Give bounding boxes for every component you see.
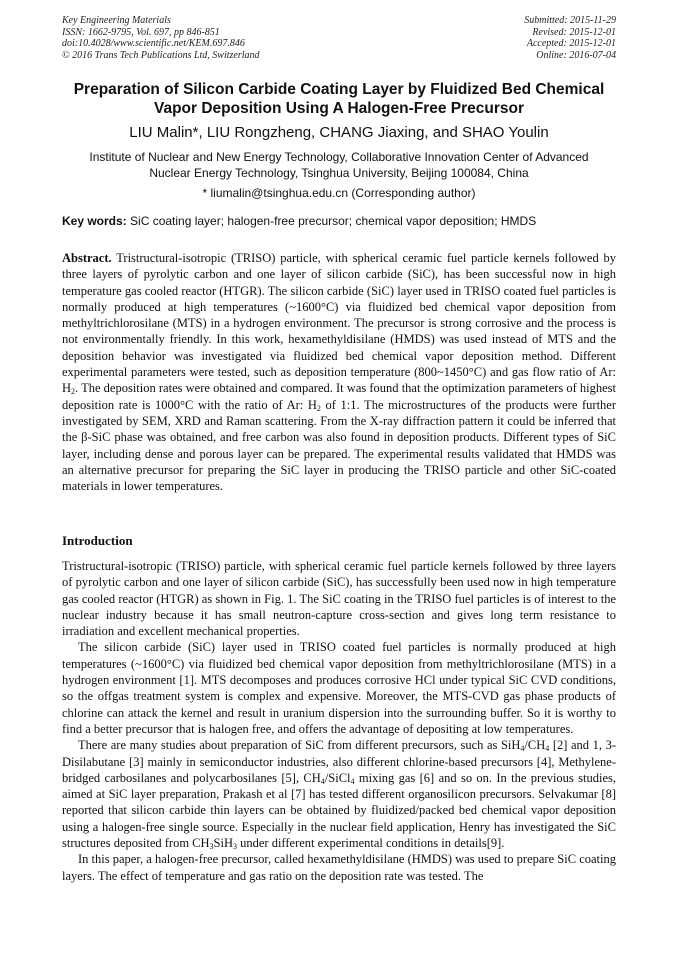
keywords-text: SiC coating layer; halogen-free precursor; chemical vapor deposition; HMDS [126,214,537,228]
abstract-text-1: Tristructural-isotropic (TRISO) particle, with spherical ceramic fuel particle kernels followed by three layers of pyrolytic carbon and one layer of silicon carbide (SiC), has been successful now in high temperature gas cooled reactor (HTGR). The silicon carbide (SiC) layer used in TRISO coated fuel particles is normally produced at high temperatures (~1600°C) via fluidized bed chemical vapor deposition from methyltrichlorosilane (MTS) in a hydrogen environment. The precursor is strong corrosive and the process is not environmentally friendly. In this work, hexamethyldisilane (HMDS) was used instead of MTS and the deposition behavior was investigated via fluidized bed chemical vapor deposition method. Different experimental parameters were tested, such as deposition temperature (800~1450°C) and gas flow ratio of Ar: H [62,251,616,396]
authors: LIU Malin*, LIU Rongzheng, CHANG Jiaxing, and SHAO Youlin [129,124,549,141]
corresponding-email: * liumalin@tsinghua.edu.cn (Corresponding author) [202,186,476,200]
title-line-1: Preparation of Silicon Carbide Coating Layer by Fluidized Bed Chemical [73,81,605,98]
intro-paragraph-2: The silicon carbide (SiC) layer used in TRISO coated fuel particles is normally produced at high temperatures (~1600°C) via fluidized bed chemical vapor deposition from methyltrichlorosilane (MTS) in a hydrogen environment [1]. MTS decomposes and produces corrosive HCl under typical SiC CVD conditions, so the offgas treatment system is complex and expensive. Moreover, the MTS-CVD gas phase products of chlorine can attack the kernel and result in uranium dispersion into the surrounding buffer. So it is worthy to find a better precursor that is halogen free, and offers the advantage of depositing at low temperatures. [62,640,616,736]
accepted-date: Accepted: 2015-12-01 [526,38,616,49]
p3-text-f: SiH [213,836,233,851]
intro-paragraph-1: Tristructural-isotropic (TRISO) particle, with spherical ceramic fuel particle kernels followed by three layers of pyrolytic carbon and one layer of silicon carbide (SiC), has successfully been used now in high temperature gas cooled reactor (HTGR) as shown in Fig. 1. The SiC coating in the TRISO fuel particles is of interest to the nuclear industry because it has small neutron-capture cross-section and gives long term resistance to irradiation and excellent mechanical properties. [62,559,616,639]
abstract-sub-1: 2 [71,387,76,397]
journal-doi: doi:10.4028/www.scientific.net/KEM.697.846 [62,38,245,49]
affiliation [50,150,628,181]
p3-sub-5: 3 [209,842,214,852]
journal-name: Key Engineering Materials [62,15,171,26]
abstract-text-2: . The deposition rates were obtained and compared. It was found that the optimization parameters of highest deposition rate is 1000°C with the ratio of Ar: H [62,381,616,412]
journal-copyright: © 2016 Trans Tech Publications Ltd, Switzerland [62,49,260,61]
p3-sub-1: 4 [520,744,525,754]
abstract [62,250,616,494]
p3-text-b: /CH [524,738,546,753]
intro-paragraph-3 [62,737,616,851]
paper-title [40,80,638,118]
p3-sub-3: 4 [320,776,325,786]
affiliation-line-1: Institute of Nuclear and New Energy Technology, Collaborative Innovation Center of Advanced [89,150,589,164]
keywords-label: Key words: [62,214,127,228]
p3-text-c: [2] and 1, 3-Disilabutane [3] mainly in semiconductor industries, also different chlorine-based precursors [4], Methylene-bridged carbosilanes and polycarbosilanes [5], CH [62,738,616,785]
introduction-heading: Introduction [62,533,133,548]
p3-sub-2: 4 [545,744,550,754]
online-date: Online: 2016-07-04 [536,49,616,61]
abstract-sub-2: 2 [316,403,321,413]
dates-header [524,15,616,61]
revised-date: Revised: 2015-12-01 [532,26,616,38]
affiliation-line-2: Nuclear Energy Technology, Tsinghua University, Beijing 100084, China [149,165,529,180]
journal-header [62,15,260,61]
abstract-label: Abstract. [62,251,112,265]
keywords [62,214,616,229]
introduction-body [62,558,616,884]
p3-text-d: /SiCl [324,770,351,785]
p3-text-e: mixing gas [6] and so on. In the previous studies, aimed at SiC layer preparation, Prakash et al [7] has tested different organosilicon precursors. Selvakumar [8] reported that silicon carbide thin layers can be obtained by fluidized/packed bed chemical vapor deposition using a halogen-free single source. Especially in the nuclear field application, Henry has investigated the SiC structures deposited from CH [62,770,616,851]
p3-text-g: under different experimental conditions in details[9]. [237,836,505,851]
journal-issn: ISSN: 1662-9795, Vol. 697, pp 846-851 [62,26,220,38]
intro-paragraph-4: In this paper, a halogen-free precursor, called hexamethyldisilane (HMDS) was used to prepare SiC coating layers. The effect of temperature and gas ratio on the deposition rate was tested. The [62,852,616,883]
submitted-date: Submitted: 2015-11-29 [524,15,616,26]
p3-sub-6: 3 [233,842,237,852]
p3-sub-4: 4 [350,776,355,786]
title-line-2: Vapor Deposition Using A Halogen-Free Precursor [153,100,525,117]
p3-text-a: There are many studies about preparation of SiC from different precursors, such as SiH [78,738,521,753]
abstract-text-3: of 1:1. The microstructures of the products were further investigated by SEM, XRD and Raman scattering. From the X-ray diffraction pattern it could be inferred that the β-SiC phase was obtained, and free carbon was also found in deposition products. Different types of SiC layer, including dense and porous layer can be prepared. The experimental results validated that HMDS was an alternative precursor for preparing the SiC layer in producing the TRISO particle and other SiC-coated materials in lower temperatures. [62,397,616,494]
